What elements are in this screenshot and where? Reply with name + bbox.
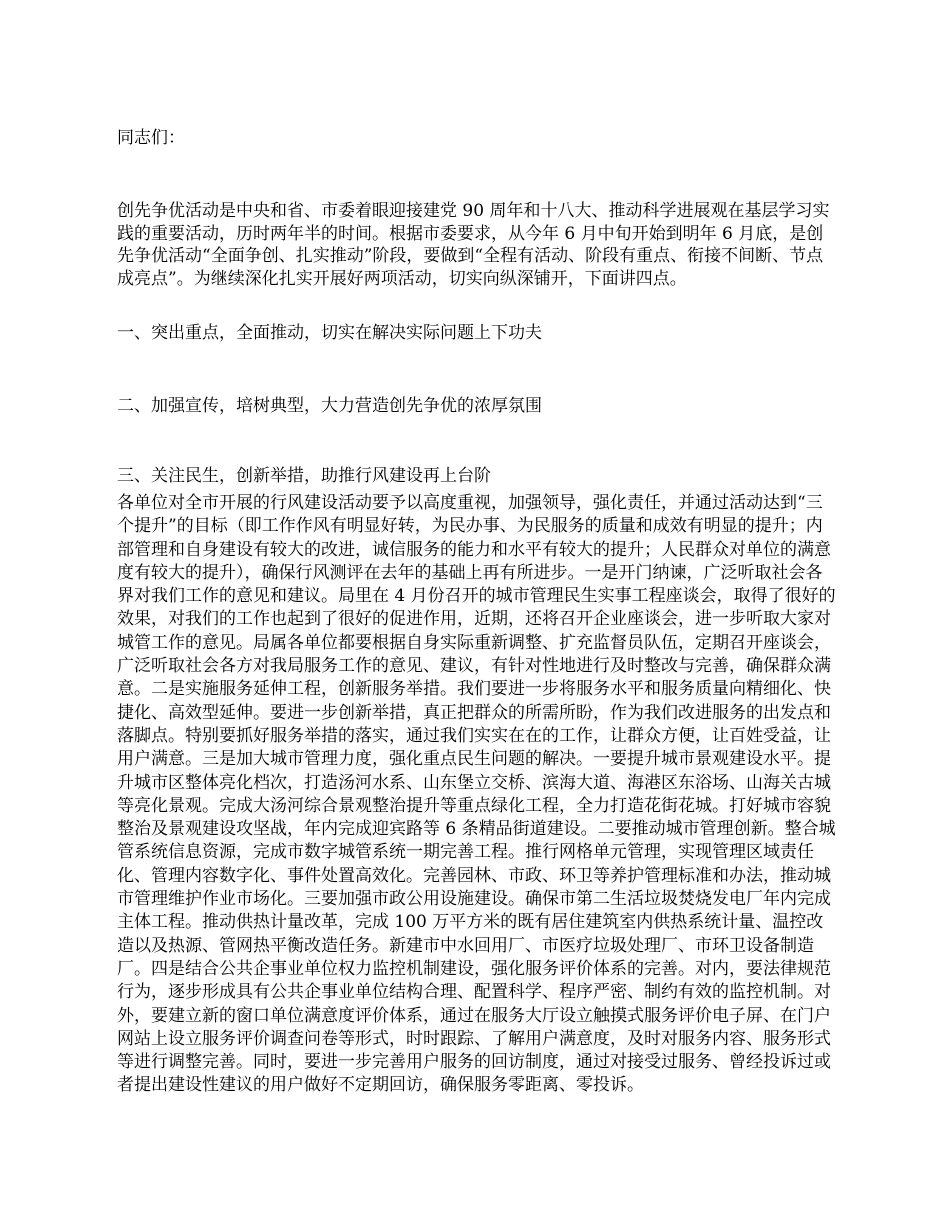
section-3-body-paragraph: 各单位对全市开展的行风建设活动要予以高度重视，加强领导，强化责任，并通过活动达到“三个提升”的目标（即工作作风有明显好转，为民办事、为民服务的质量和成效有明显的提升；内部管理和自身建设有较大的改进，诚信服务的能力和水平有较大的提升；人民群众对单位的满意度有较大的提升），确保行风测评在去年的基础上再有所进步。一是开门纳谏，广泛听取社会各界对我们工作的意见和建议。局里在 4 月份召开的城市管理民生实事工程座谈会，取得了很好的效果，对我们的工作也起到了很好的促进作用，近期，还将召开企业座谈会，进一步听取大家对城管工作的意见。局属各单位都要根据自身实际重新调整、扩充监督员队伍，定期召开座谈会，广泛听取社会各方对我局服务工作的意见、建议，有针对性地进行及时整改与完善，确保群众满意。二是实施服务延伸工程，创新服务举措。我们要进一步将服务水平和服务质量向精细化、快捷化、高效型延伸。要进一步创新举措，真正把群众的所需所盼，作为我们改进服务的出发点和落脚点。特别要抓好服务举措的落实，通过我们实实在在的工作，让群众方便，让百姓受益，让用户满意。三是加大城市管理力度，强化重点民生问题的解决。一要提升城市景观建设水平。提升城市区整体亮化档次，打造汤河水系、山东堡立交桥、滨海大道、海港区东浴场、山海关古城等亮化景观。完成大汤河综合景观整治提升等重点绿化工程，全力打造花街花城。打好城市容貌整治及景观建设攻坚战，年内完成迎宾路等 6 条精品街道建设。二要推动城市管理创新。整合城管系统信息资源，完成市数字城管系统一期完善工程。推行网格单元管理，实现管理区域责任化、管理内容数字化、事件处置高效化。完善园林、市政、环卫等养护管理标准和办法，推动城市管理维护作业市场化。三要加强市政公用设施建设。确保市第二生活垃圾焚烧发电厂年内完成主体工程。推动供热计量改革，完成 100 万平方米的既有居住建筑室内供热系统计量、温控改造以及热源、管网热平衡改造任务。新建市中水回用厂、市医疗垃圾处理厂、市环卫设备制造厂。四是结合公共企事业单位权力监控机制建设，强化服务评价体系的完善。对内，要法律规范行为，逐步形成具有公共企事业单位结构合理、配置科学、程序严密、制约有效的监控机制。对外，要建立新的窗口单位满意度评价体系，通过在服务大厅设立触摸式服务评价电子屏、在门户网站上设立服务评价调查问卷等形式，时时跟踪、了解用户满意度，及时对服务内容、服务形式等进行调整完善。同时，要进一步完善用户服务的回访制度，通过对接受过服务、曾经投诉过或者提出建设性建议的用户做好不定期回访，确保服务零距离、零投诉。 — [117, 493, 836, 1096]
salutation: 同志们： — [117, 128, 185, 148]
section-heading-3: 三、关注民生，创新举措，助推行风建设再上台阶 — [117, 466, 491, 486]
intro-paragraph: 创先争优活动是中央和省、市委着眼迎接建党 90 周年和十八大、推动科学进展观在基层学习实践的重要活动，历时两年半的时间。根据市委要求，从今年 6 月中旬开始到明年 6 月底，是创先争优活动“全面争创、扎实推动”阶段，要做到“全程有活动、阶段有重点、衔接不间断、节点成亮点”。为继续深化扎实开展好两项活动，切实向纵深铺开，下面讲四点。 — [117, 201, 830, 289]
section-heading-1: 一、突出重点，全面推动，切实在解决实际问题上下功夫 — [117, 323, 542, 343]
section-heading-2: 二、加强宣传，培树典型，大力营造创先争优的浓厚氛围 — [117, 396, 542, 416]
